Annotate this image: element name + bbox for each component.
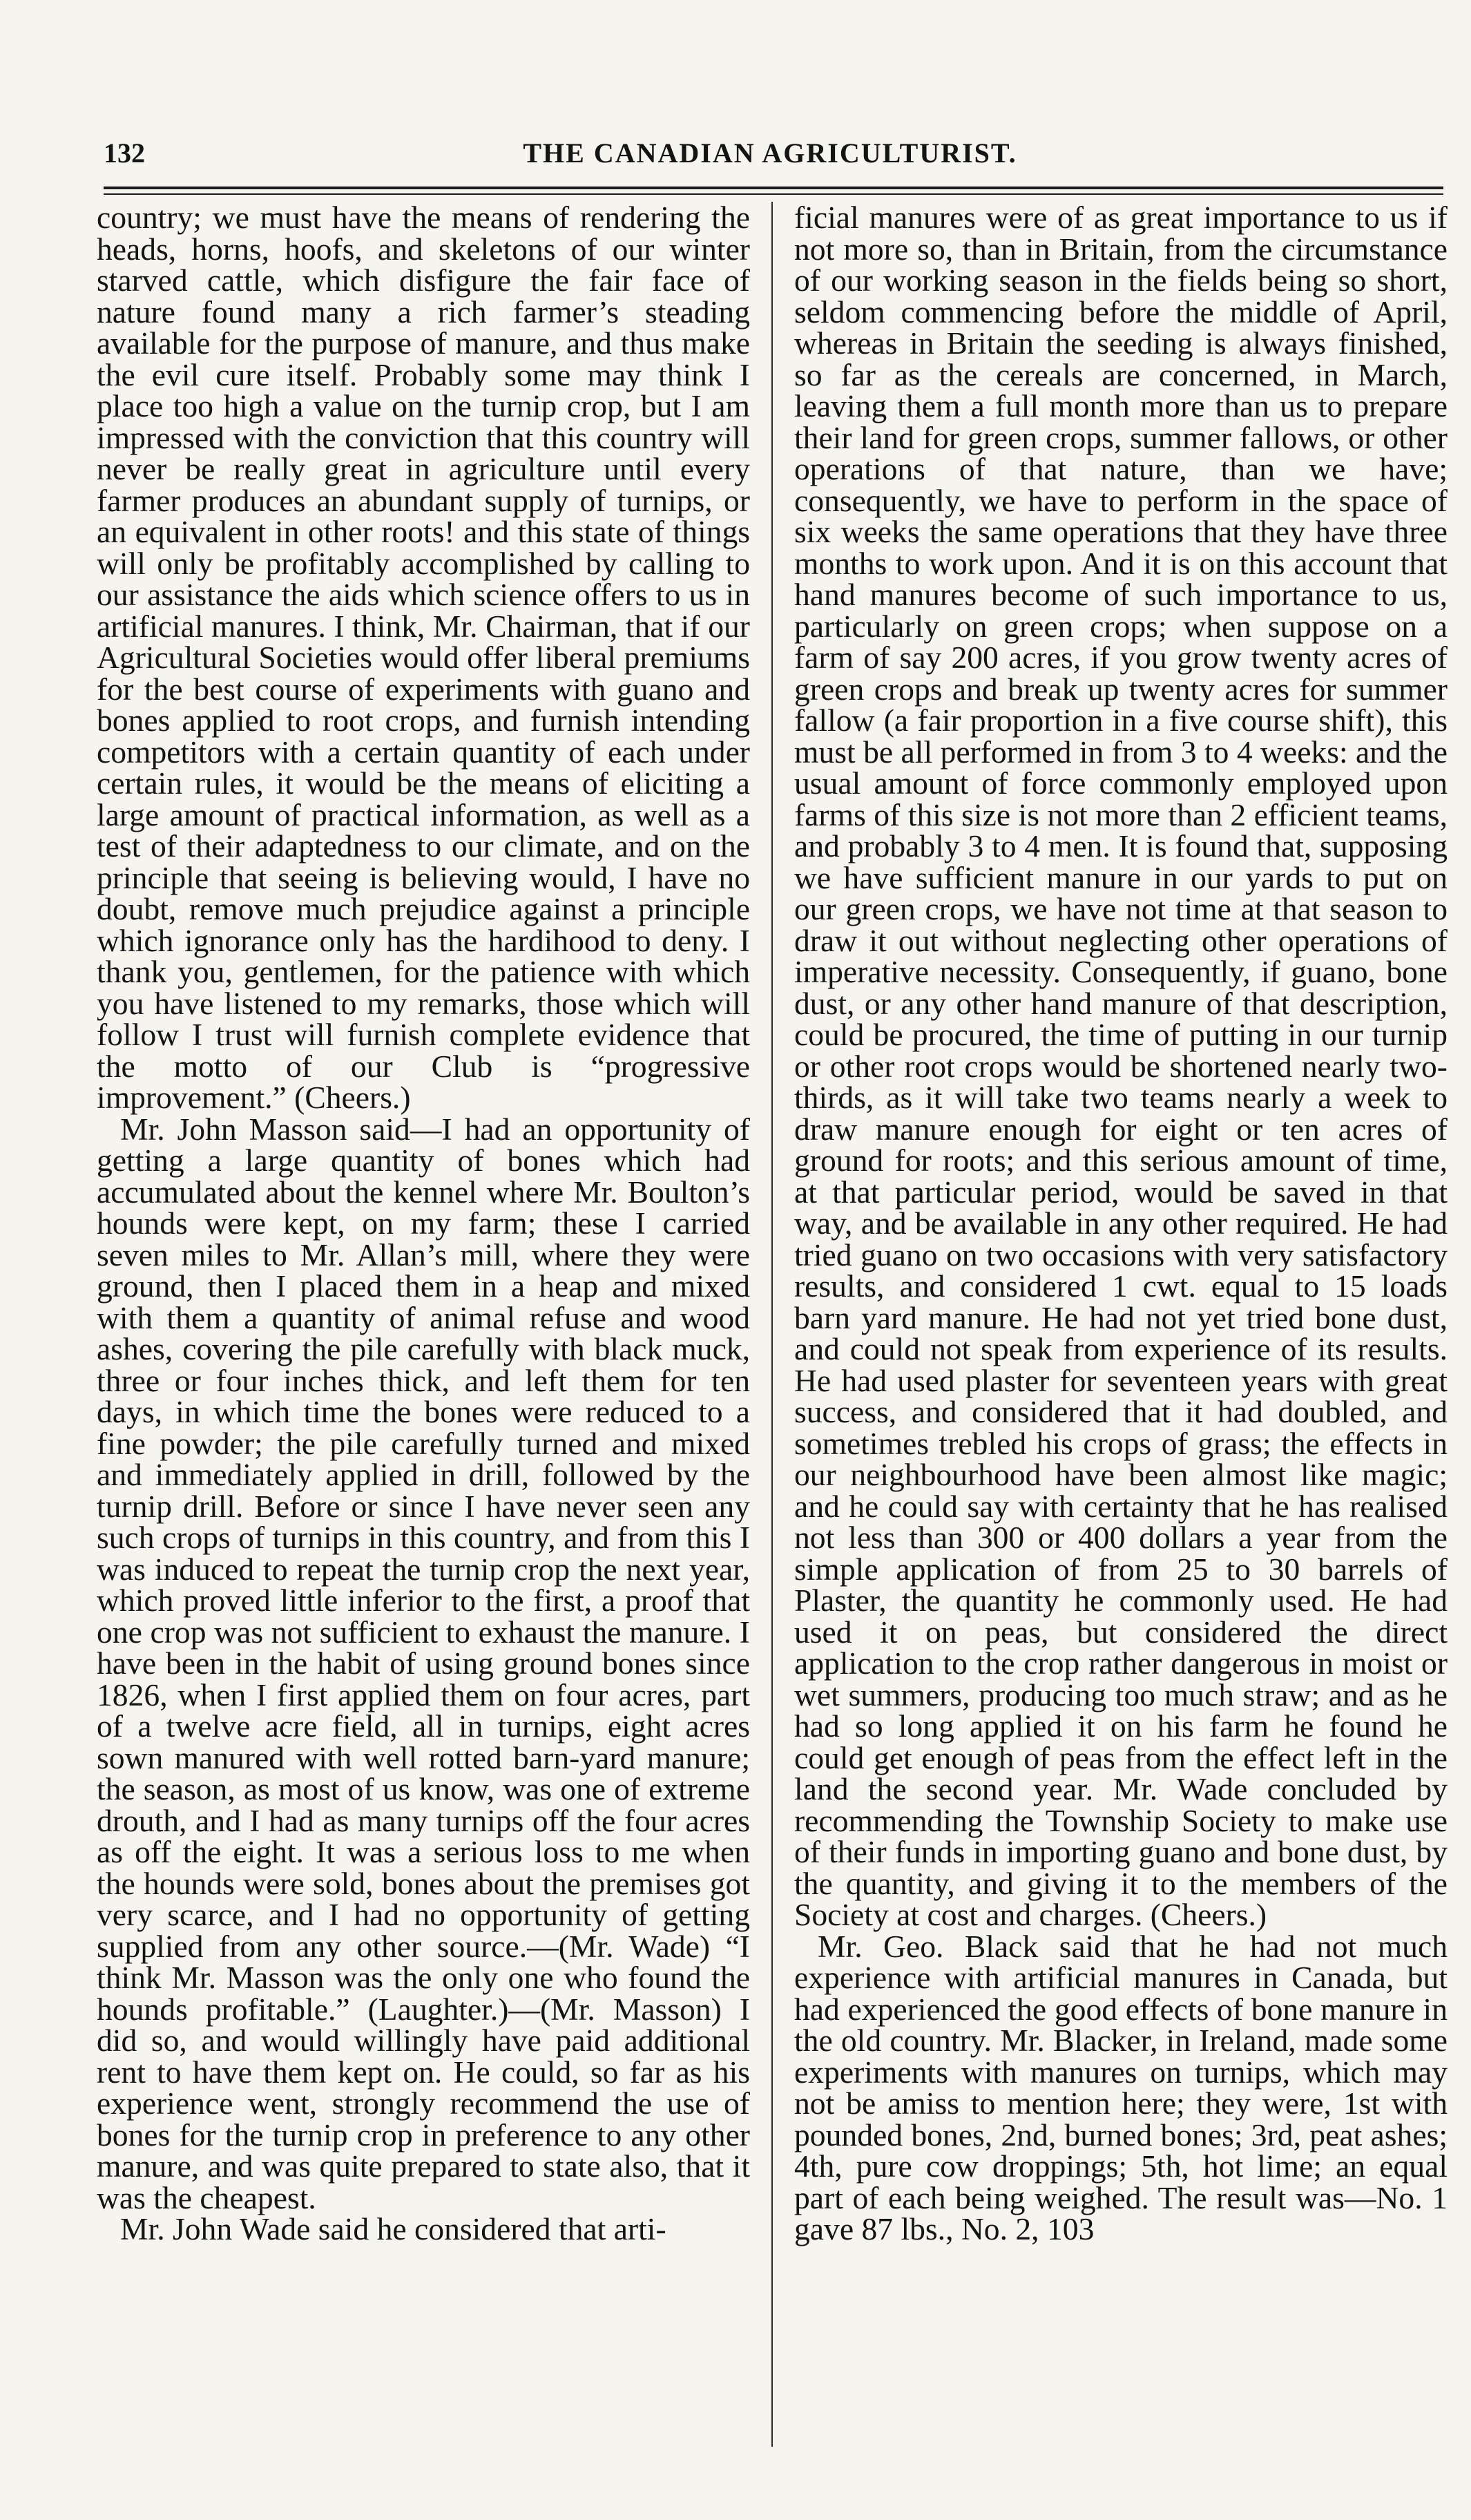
left-column	[97, 202, 750, 2245]
page-header	[104, 137, 1436, 185]
header-rule-thick	[104, 187, 1443, 189]
paragraph: Mr. John Masson said—I had an opportunity of getting a large quantity of bones which had accumulated about the kennel where Mr. Boulton’s hounds were kept, on my farm; these I carried seven miles to Mr. Allan’s mill, where they were ground, then I placed them in a heap and mixed with them a quantity of animal refuse and wood ashes, covering the pile carefully with black muck, three or four inches thick, and left them for ten days, in which time the bones were reduced to a fine powder; the pile carefully turned and mixed and immediately applied in drill, followed by the turnip drill. Before or since I have never seen any such crops of turnips in this country, and from this I was induced to repeat the turnip crop the next year, which proved little inferior to the first, a proof that one crop was not sufficient to exhaust the manure. I have been in the habit of using ground bones since 1826, when I first applied them on four acres, part of a twelve acre field, all in turnips, eight acres sown manured with well rotted barn-yard manure; the season, as most of us know, was one of extreme drouth, and I had as many turnips off the four acres as off the eight. It was a serious loss to me when the hounds were sold, bones about the premises got very scarce, and I had no opportunity of getting supplied from any other source.—(Mr. Wade) “I think Mr. Masson was the only one who found the hounds profitable.” (Laughter.)—(Mr. Masson) I did so, and would willingly have paid additional rent to have them kept on. He could, so far as his experience went, strongly recommend the use of bones for the turnip crop in preference to any other manure, and was quite prepared to state also, that it was the cheapest.	[97, 1111, 750, 2215]
page-number: 132	[104, 137, 145, 169]
paragraph: Mr. Geo. Black said that he had not much experience with artificial manures in Canada, but had experienced the good effects of bone manure in the old country. Mr. Blacker, in Ireland, made some experiments with manures on turnips, which may not be amiss to mention here; they were, 1st with pounded bones, 2nd, burned bones; 3rd, peat ashes; 4th, pure cow droppings; 5th, hot lime; an equal part of each being weighed. The result was—No. 1 gave 87 lbs., No. 2, 103	[794, 1928, 1448, 2246]
paragraph: Mr. John Wade said he considered that arti-	[120, 2211, 666, 2246]
right-column	[794, 202, 1448, 2245]
column-divider	[771, 202, 773, 2447]
running-title: THE CANADIAN AGRICULTURIST.	[523, 137, 1017, 169]
header-rule-thin	[104, 193, 1443, 195]
paragraph: ficial manures were of as great importance to us if not more so, than in Britain, from the circumstance of our working season in the fields being so short, seldom commencing before the middle of April, whereas in Britain the seeding is always finished, so far as the cereals are concerned, in March, leaving them a full month more than us to prepare their land for green crops, summer fallows, or other operations of that nature, than we have; consequently, we have to perform in the space of six weeks the same operations that they have three months to work upon. And it is on this account that hand manures become of such importance to us, particularly on green crops; when suppose on a farm of say 200 acres, if you grow twenty acres of green crops and break up twenty acres for summer fallow (a fair proportion in a five course shift), this must be all performed in from 3 to 4 weeks: and the usual amount of force commonly employed upon farms of this size is not more than 2 efficient teams, and probably 3 to 4 men. It is found that, supposing we have sufficient manure in our yards to put on our green crops, we have not time at that season to draw it out without neglecting other operations of imperative necessity. Consequently, if guano, bone dust, or any other hand manure of that description, could be procured, the time of putting in our turnip or other root crops would be shortened nearly two-thirds, as it will take two teams nearly a week to draw manure enough for eight or ten acres of ground for roots; and this serious amount of time, at that particular period, would be saved in that way, and be available in any other required. He had tried guano on two occasions with very satisfactory results, and considered 1 cwt. equal to 15 loads barn yard manure. He had not yet tried bone dust, and could not speak from experience of its results. He had used plaster for seventeen years with great success, and considered that it had doubled, and sometimes trebled his crops of grass; the effects in our neighbourhood have been almost like magic; and he could say with certainty that he has realised not less than 300 or 400 dollars a year from the simple application of from 25 to 30 barrels of Plaster, the quantity he commonly used. He had used it on peas, but considered the direct application to the crop rather dangerous in moist or wet summers, producing too much straw; and as he had so long applied it on his farm he found he could get enough of peas from the effect left in the land the second year. Mr. Wade concluded by recommending the Township Society to make use of their funds in importing guano and bone dust, by the quantity, and giving it to the members of the Society at cost and charges. (Cheers.)	[794, 200, 1448, 1932]
paragraph: country; we must have the means of rendering the heads, horns, hoofs, and skeletons of our winter starved cattle, which disfigure the fair face of nature found many a rich farmer’s steading available for the purpose of manure, and thus make the evil cure itself. Probably some may think I place too high a value on the turnip crop, but I am impressed with the conviction that this country will never be really great in agriculture until every farmer produces an abundant supply of turnips, or an equivalent in other roots! and this state of things will only be profitably accomplished by calling to our assistance the aids which science offers to us in artificial manures. I think, Mr. Chairman, that if our Agricultural Societies would offer liberal premiums for the best course of experiments with guano and bones applied to root crops, and furnish intending competitors with a certain quantity of each under certain rules, it would be the means of eliciting a large amount of practical information, as well as a test of their adaptedness to our climate, and on the principle that seeing is believing would, I have no doubt, remove much prejudice against a principle which ignorance only has the hardihood to deny. I thank you, gentlemen, for the patience with which you have listened to my remarks, those which will follow I trust will furnish complete evidence that the motto of our Club is “progressive improvement.” (Cheers.)	[97, 200, 750, 1115]
